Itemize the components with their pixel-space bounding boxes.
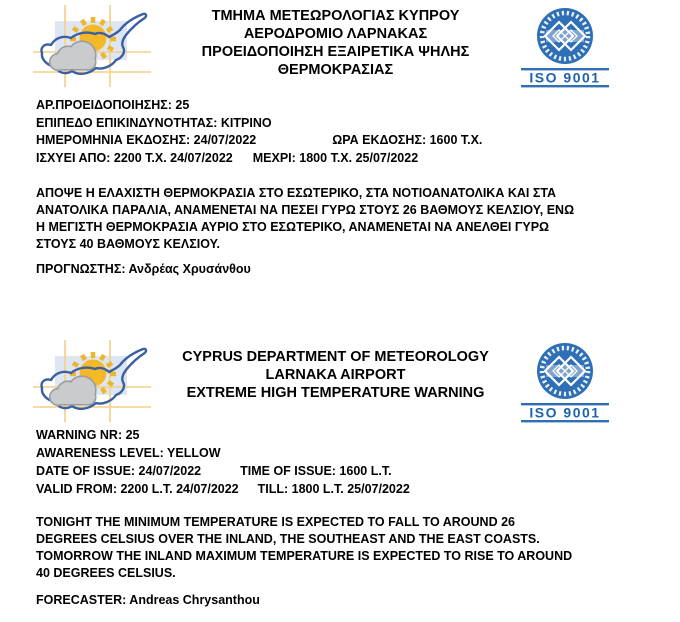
time-of-issue: TIME OF ISSUE: 1600 L.T. — [240, 464, 392, 478]
english-warning-text — [36, 514, 640, 582]
warning-number-row: ΑΡ.ΠΡΟΕΙΔΟΠΟΙΗΣΗΣ: 25 — [36, 98, 190, 112]
iso-9001-seal-icon — [520, 340, 610, 424]
warning-text-line: 40 DEGREES CELSIUS. — [36, 566, 176, 580]
greek-info-block — [36, 97, 660, 167]
valid-till: TILL: 1800 L.T. 25/07/2022 — [257, 482, 410, 496]
issue-date-time-row — [36, 462, 660, 480]
greek-title-block — [151, 5, 520, 79]
awareness-level-row: ΕΠΙΠΕΔΟ ΕΠΙΚΙΝΔΥΝΟΤΗΤΑΣ: ΚΙΤΡΙΝΟ — [36, 115, 272, 130]
greek-warning-text — [36, 185, 640, 253]
english-info-block — [36, 426, 660, 498]
greek-title-line: ΠΡΟΕΙΔΟΠΟΙΗΣΗ ΕΞΑΙΡΕΤΙΚΑ ΨΗΛΗΣ — [201, 44, 470, 60]
validity-row — [36, 480, 660, 498]
awareness-level-row: AWARENESS LEVEL: YELLOW — [36, 446, 221, 460]
greek-forecaster-line: ΠΡΟΓΝΩΣΤΗΣ: Ανδρέας Χρυσάνθου — [36, 262, 251, 276]
valid-from: ΙΣΧΥΕΙ ΑΠΟ: 2200 Τ.Χ. 24/07/2022 — [36, 150, 233, 165]
warning-bulletin-page — [0, 5, 680, 622]
iso-9001-seal-icon — [520, 5, 610, 89]
english-title-block — [151, 340, 520, 402]
warning-text-line: ΣΤΟΥΣ 40 ΒΑΘΜΟΥΣ ΚΕΛΣΙΟΥ. — [36, 237, 221, 251]
met-service-logo-icon — [33, 5, 151, 87]
greek-title-line: ΘΕΡΜΟΚΡΑΣΙΑΣ — [277, 62, 394, 78]
date-of-issue: DATE OF ISSUE: 24/07/2022 — [36, 464, 202, 478]
english-title-line: CYPRUS DEPARTMENT OF METEOROLOGY — [182, 349, 489, 365]
met-service-logo-icon — [33, 340, 151, 422]
validity-row — [36, 150, 660, 168]
greek-title-line: ΤΜΗΜΑ ΜΕΤΕΩΡΟΛΟΓΙΑΣ ΚΥΠΡΟΥ — [211, 8, 460, 24]
issue-date-time-row — [36, 132, 660, 150]
spacer — [239, 492, 258, 493]
greek-header — [0, 5, 680, 89]
spacer — [201, 474, 240, 475]
english-warning-section — [0, 340, 680, 609]
warning-text-line: ΑΝΑΤΟΛΙΚΑ ΠΑΡΑΛΙΑ, ΑΝΑΜΕΝΕΤΑΙ ΝΑ ΠΕΣΕΙ ΓΥΡΩ ΣΤΟΥΣ 26 ΒΑΘΜΟΥΣ ΚΕΛΣΙΟΥ, ΕΝΩ — [36, 203, 575, 217]
english-title-line: LARNAKA AIRPORT — [265, 367, 406, 383]
warning-text-line: TOMORROW THE INLAND MAXIMUM TEMPERATURE IS EXPECTED TO RISE TO AROUND — [36, 549, 573, 563]
date-of-issue: ΗΜΕΡΟΜΗΝΙΑ ΕΚΔΟΣΗΣ: 24/07/2022 — [36, 133, 257, 147]
spacer — [256, 143, 332, 144]
warning-text-line: TONIGHT THE MINIMUM TEMPERATURE IS EXPECTED TO FALL TO AROUND 26 — [36, 515, 515, 529]
english-title-line: EXTREME HIGH TEMPERATURE WARNING — [186, 385, 485, 401]
warning-text-line: ΑΠΟΨΕ Η ΕΛΑΧΙΣΤΗ ΘΕΡΜΟΚΡΑΣΙΑ ΣΤΟ ΕΣΩΤΕΡΙΚΟ, ΣΤΑ ΝΟΤΙΟΑΝΑΤΟΛΙΚΑ ΚΑΙ ΣΤΑ — [36, 186, 557, 200]
time-of-issue: ΩΡΑ ΕΚΔΟΣΗΣ: 1600 Τ.Χ. — [332, 133, 483, 147]
warning-number-row: WARNING NR: 25 — [36, 428, 140, 442]
spacer — [233, 161, 253, 162]
english-forecaster-line: FORECASTER: Andreas Chrysanthou — [36, 593, 260, 607]
greek-warning-section — [0, 5, 680, 278]
warning-text-line: Η ΜΕΓΙΣΤΗ ΘΕΡΜΟΚΡΑΣΙΑ ΑΥΡΙΟ ΣΤΟ ΕΣΩΤΕΡΙΚΟ, ΑΝΑΜΕΝΕΤΑΙ ΝΑ ΑΝΕΛΘΕΙ ΓΥΡΩ — [36, 220, 550, 234]
greek-title-line: ΑΕΡΟΔΡΟΜΙΟ ΛΑΡΝΑΚΑΣ — [243, 26, 428, 42]
valid-till: ΜΕΧΡΙ: 1800 Τ.Χ. 25/07/2022 — [252, 150, 419, 165]
english-header — [0, 340, 680, 424]
warning-text-line: DEGREES CELSIUS OVER THE INLAND, THE SOUTHEAST AND THE EAST COASTS. — [36, 532, 540, 546]
valid-from: VALID FROM: 2200 L.T. 24/07/2022 — [36, 482, 239, 496]
